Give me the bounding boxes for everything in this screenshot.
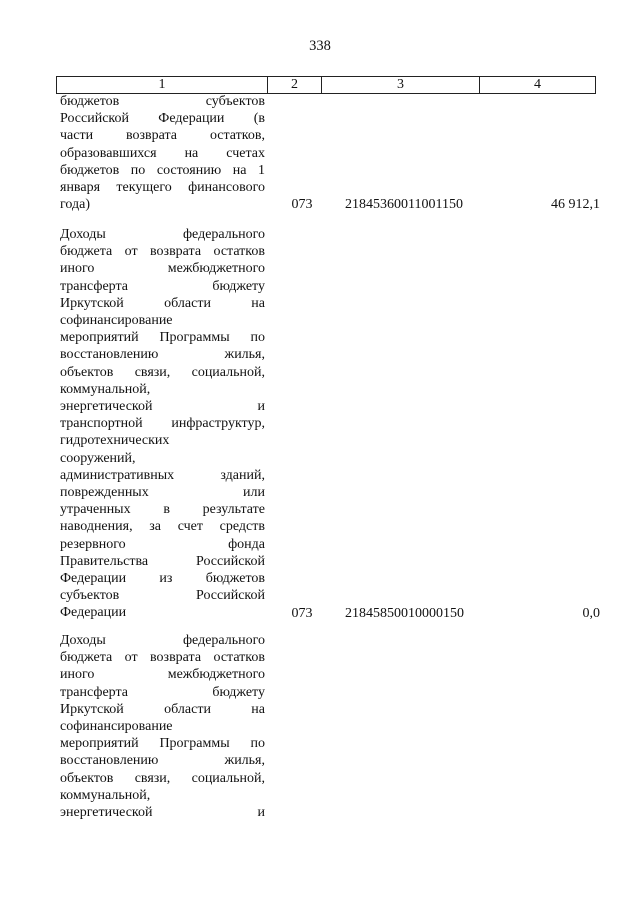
name-line [60, 127, 265, 144]
name-word: жилья, [224, 347, 265, 363]
row-name [60, 632, 265, 821]
name-line: мероприятий Программы по [60, 330, 265, 346]
name-word: остатков, [209, 128, 265, 144]
name-line [60, 484, 265, 501]
name-line [60, 110, 265, 127]
name-word: образовавшихся [60, 145, 157, 161]
name-word: Доходы [60, 227, 106, 242]
name-word: энергетической [60, 805, 153, 821]
name-line: коммунальной, [60, 787, 151, 803]
name-word: Российской [196, 588, 265, 604]
name-word: на [251, 701, 265, 717]
name-line [60, 145, 265, 162]
name-word: иного [60, 261, 95, 277]
name-line [60, 501, 265, 518]
name-word: бюджетов [60, 94, 120, 109]
name-line: транспортной инфраструктур, [60, 416, 265, 432]
name-line [60, 553, 265, 570]
name-word: и [257, 805, 265, 821]
name-line [60, 260, 265, 277]
name-line [60, 295, 265, 312]
name-word: из [159, 571, 173, 587]
name-word: межбюджетного [167, 667, 265, 683]
name-word: в [163, 502, 170, 518]
page-number: 338 [309, 38, 331, 54]
table-header [56, 76, 596, 94]
name-line: коммунальной, [60, 381, 151, 397]
name-word: трансферта [60, 684, 128, 700]
name-word: иного [60, 667, 95, 683]
name-word: области [164, 295, 211, 311]
name-word: на [184, 145, 199, 161]
name-word: федерального [182, 227, 265, 242]
name-line: года) [60, 197, 90, 213]
amount: 0,0 [582, 606, 600, 621]
header-col-4: 4 [480, 77, 596, 94]
name-line: бюджета от возврата остатков [60, 650, 265, 666]
name-word: на [251, 295, 265, 311]
kbk-code: 21845850010000150 [345, 606, 464, 621]
name-word: или [243, 485, 265, 501]
name-word: поврежденных [60, 485, 149, 501]
amount: 46 912,1 [551, 197, 600, 212]
name-word: утраченных [60, 502, 131, 518]
name-word: и [257, 399, 265, 415]
name-line [60, 278, 265, 295]
name-line [60, 93, 265, 110]
name-word: субъектов [60, 588, 120, 604]
name-line [60, 752, 265, 769]
name-word: Российской [60, 111, 129, 127]
name-line: Федерации [60, 605, 127, 621]
name-word: бюджету [212, 278, 265, 294]
name-word: счетах [226, 145, 265, 161]
name-word: жилья, [224, 753, 265, 769]
header-col-3: 3 [322, 77, 480, 94]
name-line [60, 701, 265, 718]
name-word: восстановлению [60, 347, 159, 363]
header-col-1: 1 [57, 77, 268, 94]
name-word: восстановлению [60, 753, 159, 769]
name-line [60, 570, 265, 587]
name-line: софинансирование [60, 313, 173, 329]
name-word: административных [60, 467, 175, 483]
name-line [60, 666, 265, 683]
name-word: результате [202, 502, 265, 518]
name-word: Иркутской [60, 295, 124, 311]
name-line: гидротехнических [60, 433, 170, 449]
name-line [60, 536, 265, 553]
row-name [60, 93, 265, 213]
name-word: Федерации [60, 571, 127, 587]
name-line [60, 587, 265, 604]
name-line [60, 398, 265, 415]
name-line: бюджетов по состоянию на 1 [60, 162, 265, 178]
name-word: Доходы [60, 633, 106, 648]
name-line [60, 346, 265, 363]
name-word: области [164, 701, 211, 717]
name-word: бюджету [212, 684, 265, 700]
header-col-2: 2 [268, 77, 322, 94]
name-line [60, 632, 265, 649]
name-line: мероприятий Программы по [60, 736, 265, 752]
name-word: зданий, [220, 467, 265, 483]
name-word: возврата [126, 128, 178, 144]
name-word: фонда [228, 536, 265, 552]
name-word: Правительства [60, 553, 149, 569]
name-line: софинансирование [60, 719, 173, 735]
name-word: бюджетов [205, 571, 265, 587]
name-line: сооружений, [60, 450, 136, 466]
name-line [60, 226, 265, 243]
admin-code: 073 [291, 606, 313, 621]
name-word: Российской [196, 553, 265, 569]
name-word: Федерации [158, 111, 225, 127]
name-word: субъектов [205, 94, 265, 109]
name-line: наводнения, за счет средств [60, 519, 265, 535]
row-name [60, 226, 265, 622]
kbk-code: 21845360011001150 [345, 197, 463, 212]
name-line: бюджета от возврата остатков [60, 244, 265, 260]
name-line: объектов связи, социальной, [60, 770, 265, 786]
name-line [60, 684, 265, 701]
name-line [60, 467, 265, 484]
name-word: резервного [60, 536, 126, 552]
name-word: части [60, 128, 94, 144]
name-word: Иркутской [60, 701, 124, 717]
name-word: энергетической [60, 399, 153, 415]
name-word: (в [253, 111, 265, 127]
name-word: трансферта [60, 278, 128, 294]
name-word: федерального [182, 633, 265, 648]
name-word: межбюджетного [167, 261, 265, 277]
admin-code: 073 [291, 197, 313, 212]
name-line: января текущего финансового [60, 180, 265, 196]
name-line [60, 804, 265, 821]
name-line: объектов связи, социальной, [60, 364, 265, 380]
